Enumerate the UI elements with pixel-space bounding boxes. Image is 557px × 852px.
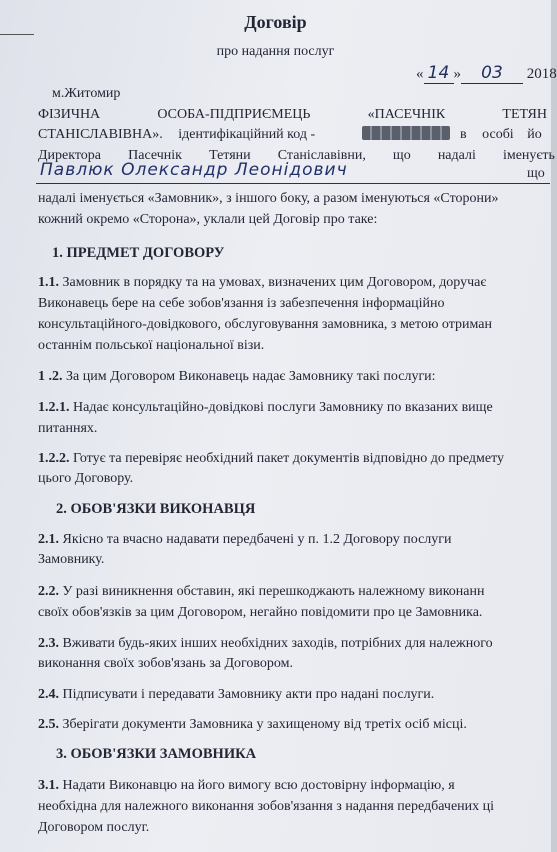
clause-2-1-line-1 [38, 532, 551, 548]
clause-1-2-line-1 [38, 369, 551, 385]
date-day-field [424, 63, 454, 84]
date-month-field [461, 63, 523, 84]
intro-line-6: кожний окремо «Сторона», уклали цей Договір про таке: [38, 212, 378, 227]
clause-3-1-line-1 [38, 778, 551, 794]
intro-text: СТАНІСЛАВІВНА». [38, 127, 163, 142]
clause-text: У разі виникнення обставин, які перешкоджають належному виконанн [62, 584, 485, 599]
intro-word: Станіславівни, [277, 148, 366, 163]
date-day: 14 [427, 63, 450, 83]
section-1-heading: 1. ПРЕДМЕТ ДОГОВОРУ [52, 245, 225, 261]
intro-word: що [392, 148, 411, 163]
intro-word: йо [527, 127, 542, 142]
date-quote-open: « [416, 66, 424, 82]
clause-3-1-line-2: необхідна для належного виконання зобов'язання з надання передбачених ці [38, 799, 495, 814]
clause-number: 2.1. [38, 532, 59, 547]
clause-number: 1.1. [38, 275, 59, 290]
redacted-id-code [362, 126, 450, 140]
clause-1-1-line-4: останнім польської національної візи. [38, 338, 265, 353]
date-quote-close: » [453, 66, 461, 82]
section-2-heading: 2. ОБОВ'ЯЗКИ ВИКОНАВЦЯ [56, 501, 256, 517]
contract-date [416, 63, 557, 84]
intro-word: ФІЗИЧНА [38, 107, 101, 122]
intro-word: Директора [38, 148, 102, 163]
clause-1-1-line-1 [38, 275, 551, 291]
clause-2-4-line-1 [38, 687, 551, 703]
intro-word: ОСОБА-ПІДПРИЄМЕЦЬ [157, 107, 311, 122]
clause-number: 2.5. [38, 717, 59, 732]
document-subtitle: про надання послуг [216, 44, 335, 59]
clause-number: 3.1. [38, 778, 59, 793]
clause-3-1-line-3: Договором послуг. [38, 820, 150, 835]
clause-text: Зберігати документи Замовника у захищеному від третіх осіб місці. [62, 717, 467, 732]
clause-2-3-line-1 [38, 636, 551, 652]
clause-2-1-line-2: Замовнику. [38, 552, 105, 567]
intro-word: Пасечнік [128, 148, 182, 163]
clause-text: Вживати будь-яких інших необхідних заходів, потрібних для належного [62, 636, 493, 651]
clause-number: 1.2.2. [38, 451, 70, 466]
clause-number: 2.2. [38, 584, 59, 599]
city-label: м.Житомир [52, 86, 121, 101]
clause-2-2-line-2: своїх обов'язків за цим Договором, негайно повідомити про це Замовника. [38, 605, 483, 620]
clause-number: 2.4. [38, 687, 59, 702]
intro-word: «ПАСЕЧНІК [367, 107, 446, 122]
intro-word: надалі [437, 148, 476, 163]
handwritten-customer-name: Павлюк Олександр Леонідович [40, 160, 348, 180]
name-fill-line [36, 183, 550, 184]
clause-2-3-line-2: виконання своїх зобов'язань за Договором. [38, 656, 294, 671]
clause-1-1-line-2: Виконавець бере на себе зобов'язання із забезпечення інформаційно [38, 296, 445, 311]
clause-number: 1.2.1. [38, 400, 70, 415]
intro-word: іменуєть [502, 148, 555, 163]
document-title: Договір [244, 12, 307, 32]
intro-word: особі [482, 127, 514, 142]
clause-text: Надає консультаційно-довідкові послуги Замовнику по вказаних вище [73, 400, 493, 415]
clause-2-5-line-1 [38, 717, 551, 733]
id-code-label: ідентифікаційний код - [178, 127, 316, 142]
corner-pen-mark [0, 34, 34, 35]
clause-number: 2.3. [38, 636, 59, 651]
clause-1-1-line-3: консультаційного-довідкового, обслуговування замовника, з метою отриман [38, 317, 492, 332]
clause-text: Підписувати і передавати Замовнику акти про надані послуги. [62, 687, 435, 702]
clause-1-2-2-line-2: цього Договору. [38, 471, 134, 486]
intro-word: Тетяни [209, 148, 251, 163]
intro-line-4-end: що [527, 166, 545, 181]
intro-word: в [460, 127, 467, 142]
clause-text: Замовник в порядку та на умовах, визначених цим Договором, доручає [62, 275, 487, 290]
intro-line-1 [38, 107, 547, 123]
intro-word: ТЕТЯН [502, 107, 547, 122]
clause-text: Надати Виконавцю на його вимогу всю достовірну інформацію, я [62, 778, 455, 793]
section-3-heading: 3. ОБОВ'ЯЗКИ ЗАМОВНИКА [56, 746, 257, 762]
clause-text: Готує та перевіряє необхідний пакет документів відповідно до предмету [73, 451, 504, 466]
clause-1-2-1-line-2: питаннях. [38, 421, 98, 436]
clause-2-2-line-1 [38, 584, 551, 600]
clause-text: Якісно та вчасно надавати передбачені у п. 1.2 Договору послуги [62, 532, 452, 547]
date-month: 03 [481, 63, 503, 83]
clause-1-2-2-line-1 [38, 451, 551, 467]
intro-line-5: надалі іменується «Замовник», з іншого боку, а разом іменуються «Сторони» [38, 191, 499, 206]
date-year: 2018 [526, 66, 557, 82]
clause-text: За цим Договором Виконавець надає Замовнику такі послуги: [66, 369, 436, 384]
clause-1-2-1-line-1 [38, 400, 551, 416]
clause-number: 1 .2. [38, 369, 63, 384]
intro-line-2-end [460, 127, 542, 143]
